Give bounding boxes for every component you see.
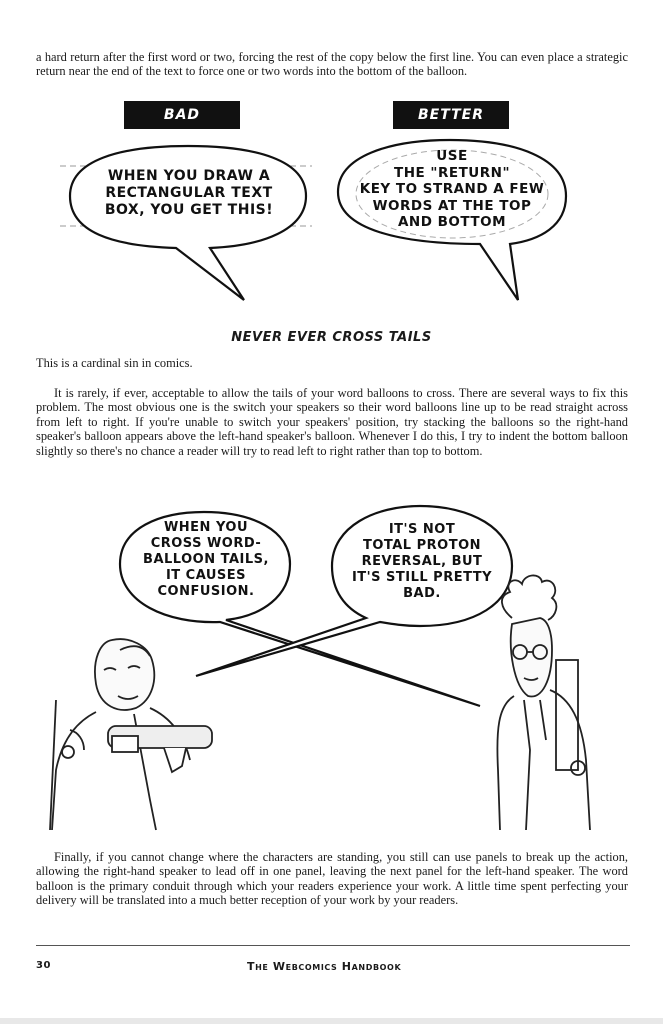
left-balloon-line: CROSS WORD- <box>150 536 262 551</box>
left-character-figure <box>50 639 212 830</box>
bad-balloon-text <box>84 168 294 219</box>
left-balloon-line: CONFUSION. <box>157 584 255 599</box>
paragraph-2: It is rarely, if ever, acceptable to allow the tails of your word balloons to cross. There are several ways to fix this problem. The most obvious one is the switch your speakers so their word balloons line up to be read straight across from left to right. If you're unable to switch your speakers' position, try stacking the balloons so the right-hand speaker's balloon appears above the left-hand speaker's balloon. Whenever I do this, I try to indent the bottom balloon slightly so there's no chance a reader will try to read left to right rather than top to bottom. <box>36 386 628 458</box>
better-balloon-text <box>350 148 554 231</box>
section-heading: NEVER EVER CROSS TAILS <box>231 330 432 345</box>
right-balloon-line: IT'S STILL PRETTY <box>351 570 493 585</box>
better-label: BETTER <box>393 101 509 129</box>
left-balloon-line: WHEN YOU <box>163 520 249 535</box>
right-balloon-line: IT'S NOT <box>388 522 456 537</box>
crossed-tails-illustration <box>0 500 663 835</box>
intro-paragraph: a hard return after the first word or two, forcing the rest of the copy below the first line. You can even place a strategic return near the end of the text to force one or two words into the bottom of the balloon. <box>36 50 628 79</box>
viewer-bottom-edge <box>0 1018 663 1024</box>
balloon-example-figure <box>0 130 663 310</box>
right-character-figure <box>497 575 590 830</box>
bad-label: BAD <box>124 101 240 129</box>
better-balloon-line: KEY TO STRAND A FEW <box>359 181 545 197</box>
running-footer-title: The Webcomics Handbook <box>247 960 402 973</box>
page-number: 30 <box>36 960 52 971</box>
paragraph-3: Finally, if you cannot change where the characters are standing, you still can use panels to break up the action, allowing the right-hand speaker to lead off in one panel, leaving the next panel for the left-hand speaker. The word balloon is the primary conduit through which your readers experience your work. A little time spent perfecting your delivery will be translated into a much better reception of your work by your readers. <box>36 850 628 908</box>
bad-balloon-line: RECTANGULAR TEXT <box>105 185 273 201</box>
left-balloon-line: BALLOON TAILS, <box>143 552 269 567</box>
right-balloon-line: REVERSAL, BUT <box>361 554 483 569</box>
right-balloon-line: BAD. <box>403 586 441 601</box>
better-balloon-line: AND BOTTOM <box>397 214 507 230</box>
right-balloon-text <box>334 522 510 602</box>
bad-balloon-line: BOX, YOU GET THIS! <box>104 202 274 218</box>
better-balloon-line: WORDS AT THE TOP <box>372 197 532 214</box>
bad-balloon-line: WHEN YOU DRAW A <box>107 168 271 184</box>
footer-rule <box>36 945 630 946</box>
better-balloon-line: THE "RETURN" <box>394 164 510 181</box>
left-balloon-text <box>122 520 290 600</box>
paragraph-1: This is a cardinal sin in comics. <box>36 356 193 370</box>
right-balloon-line: TOTAL PROTON <box>362 538 482 553</box>
left-balloon-line: IT CAUSES <box>165 568 247 583</box>
better-balloon-line: USE <box>436 148 468 164</box>
